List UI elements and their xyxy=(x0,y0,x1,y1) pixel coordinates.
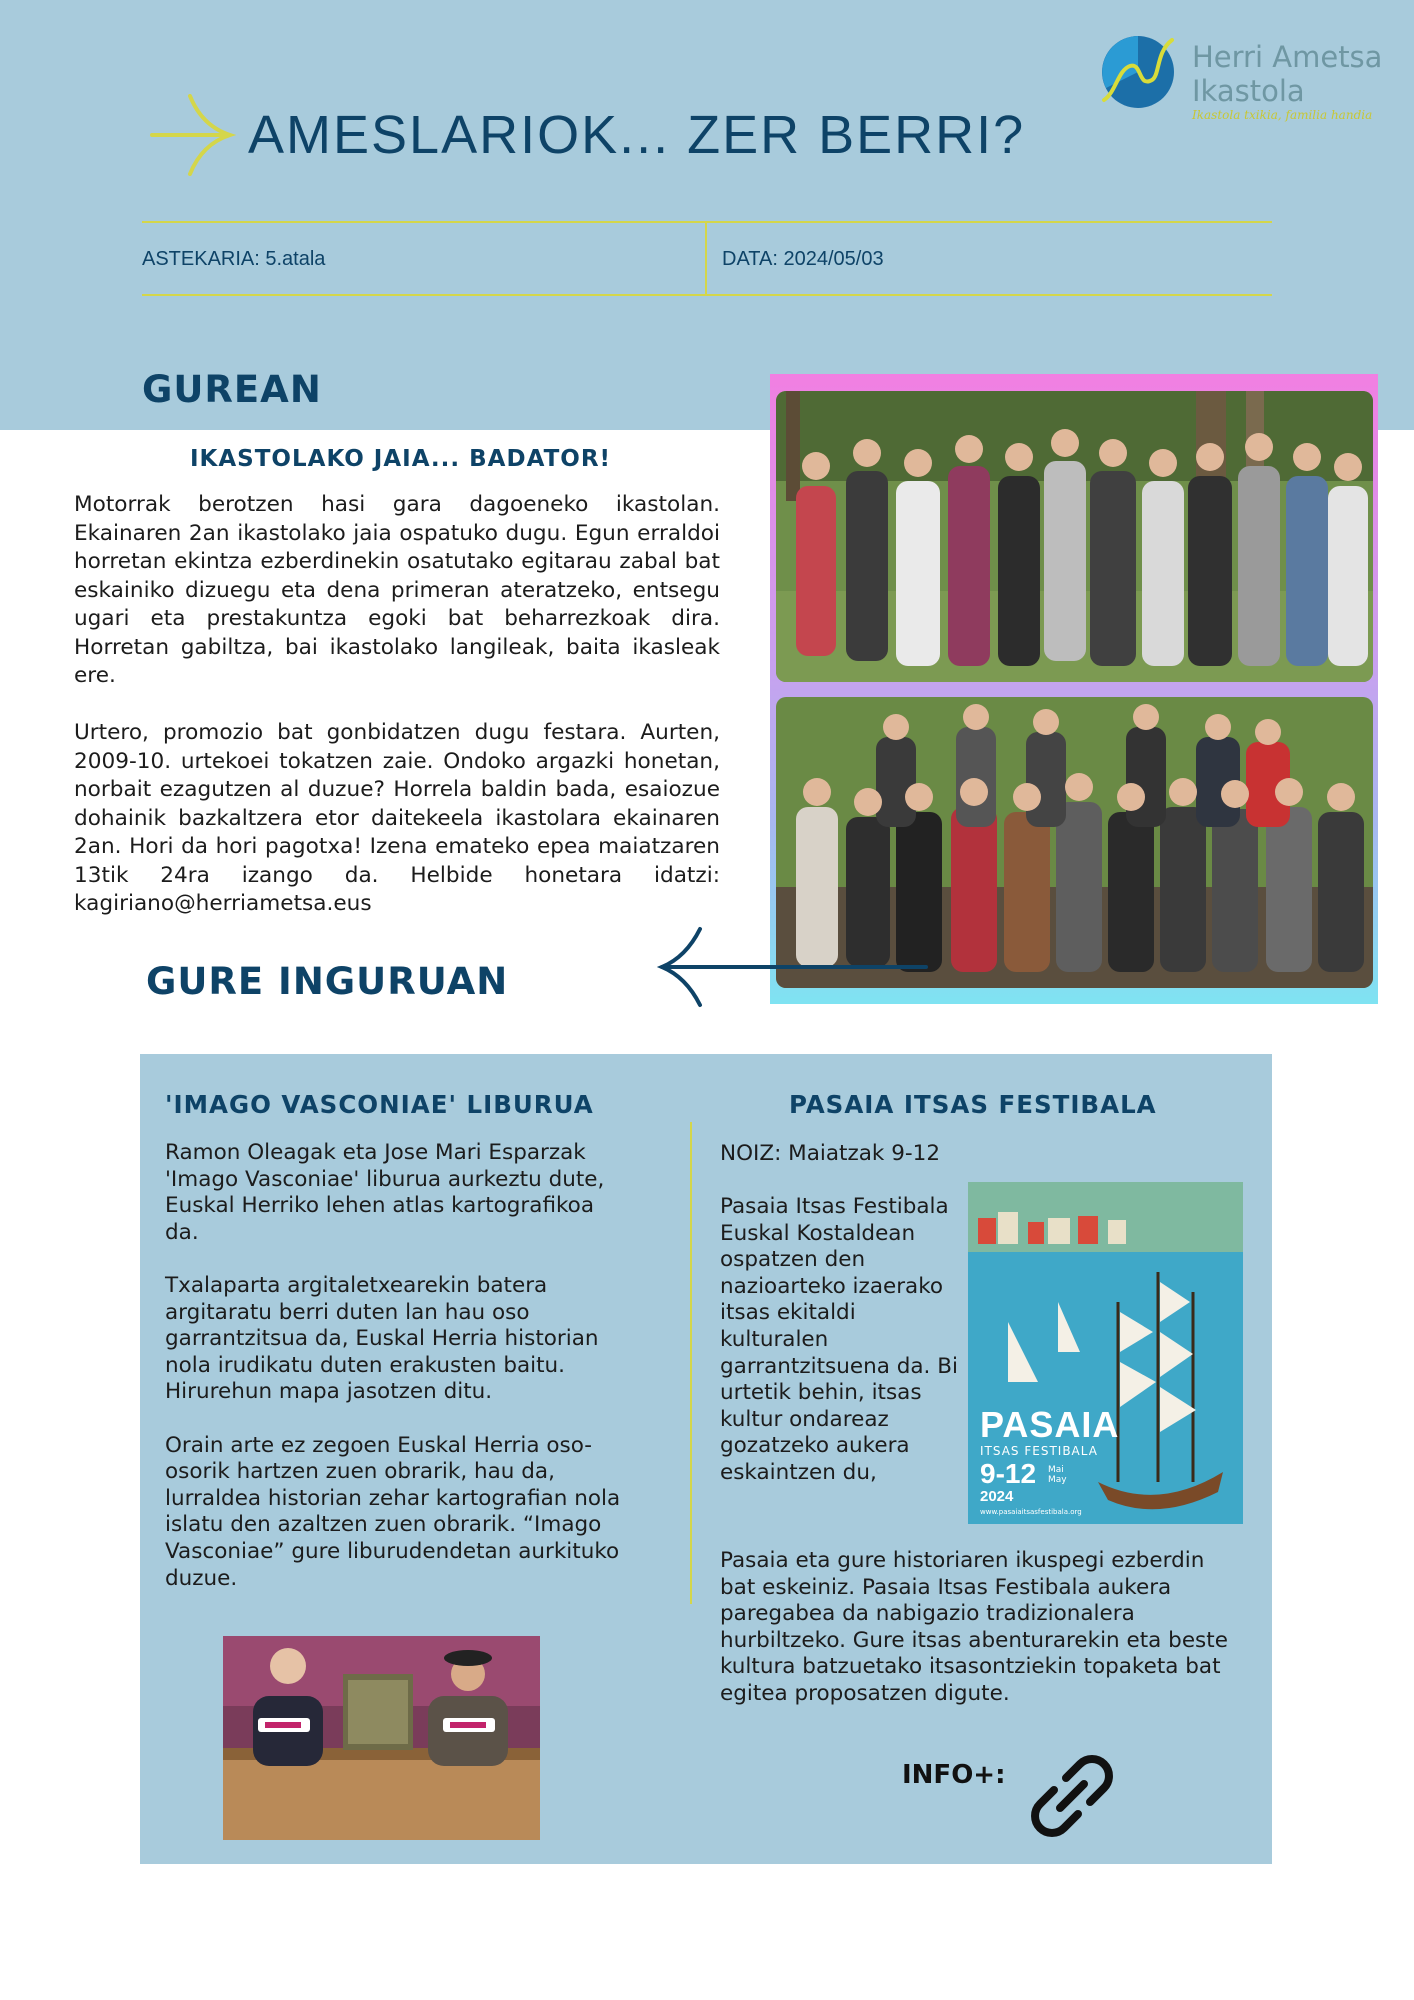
group-photo-top xyxy=(776,391,1373,682)
article-paragraph: Orain arte ez zegoen Euskal Herria oso-osorik hartzen zuen obrarik, hau da, lurraldea historian zehar kartografian nola islatu den azaltzen zuen obrarik. “Imago Vasconiae” gure liburudendetan aurkituko duzue. xyxy=(165,1432,621,1591)
article-heading-pasaia: PASAIA ITSAS FESTIBALA xyxy=(789,1090,1157,1119)
poster-year: 2024 xyxy=(980,1488,1014,1505)
article-body-imago xyxy=(165,1140,625,1619)
bottom-rule xyxy=(142,294,1272,296)
herri-ametsa-logo-icon xyxy=(1098,30,1178,110)
poster-dates: 9-12 xyxy=(980,1458,1037,1489)
section-heading-gure-inguruan: GURE INGURUAN xyxy=(146,960,509,1003)
top-rule xyxy=(142,221,1272,223)
poster-month: Mai May xyxy=(1048,1465,1067,1485)
chain-link-icon[interactable] xyxy=(1024,1748,1120,1844)
article-paragraph: Motorrak berotzen hasi gara dagoeneko ikastolan. Ekainaren 2an ikastolako jaia ospatuko dugu. Egun erraldoi horretan ekintza ezberdinekin osatutako egitarau zabal bat eskainiko dizuegu eta dena primeran ateratzeko, entsegu ugari eta prestakuntza egoki bat beharrezkoak dira. Horretan gabiltza, bai ikastolako langileak, baita ikasleak ere. xyxy=(74,492,720,688)
pasaia-festival-poster xyxy=(968,1182,1243,1524)
article-paragraph: Ramon Oleagak eta Jose Mari Esparzak 'Imago Vasconiae' liburua aurkeztu dute, Euskal Herriko lehen atlas kartografikoa da. xyxy=(165,1140,605,1245)
article-body-pasaia-1: Pasaia Itsas Festibala Euskal Kostaldean ospatzen den nazioarteko izaerako itsas ekitaldi kulturalen garrantzitsuena da. Bi urtetik behin, itsas kultur ondareaz gozatzeko aukera eskaintzen du, xyxy=(720,1194,958,1485)
logo-tagline: Ikastola txikia, familia handia xyxy=(1192,108,1373,122)
issue-date: DATA: 2024/05/03 xyxy=(722,248,884,270)
section-heading-gurean: GUREAN xyxy=(142,368,322,411)
logo-name-school: Ikastola xyxy=(1192,74,1305,108)
poster-brand: PASAIA xyxy=(980,1404,1120,1445)
article-paragraph: Txalaparta argitaletxearekin batera argitaratu berri duten lan hau oso garrantzitsua da, Euskal Herria historian nola irudikatu duten erakusten baitu. Hirurehun mapa jasotzen ditu. xyxy=(165,1272,599,1405)
article-body-pasaia-2: Pasaia eta gure historiaren ikuspegi ezberdin bat eskeiniz. Pasaia Itsas Festibala aukera paregabea da nabigazio tradizionalera hurbiltzeko. Gure itsas abenturarekin eta beste kultura batzuetako itsasontziekin topaketa bat egitea proposatzen digute. xyxy=(720,1548,1228,1706)
article-heading-imago: 'IMAGO VASCONIAE' LIBURUA xyxy=(165,1090,594,1119)
article-paragraph: Urtero, promozio bat gonbidatzen dugu festara. Aurten, 2009-10. urtekoei tokatzen zaie. Ondoko argazki honetan, norbait ezagutzen al duzue? Horrela baldin bada, esaiozue dohainik bazkaltzera etor daitekeela ikastolara ekainaren 2an. Hori da hori pagotxa! Izena emateko epea maiatzaren 13tik 24ra izango da. Helbide honetara idatzi: kagiriano@herriametsa.eus xyxy=(74,720,720,916)
article-heading-festival: IKASTOLAKO JAIA... BADATOR! xyxy=(190,446,612,472)
column-divider xyxy=(690,1122,692,1604)
logo-name: Herri Ametsa xyxy=(1192,40,1383,74)
info-label: INFO+: xyxy=(902,1760,1006,1790)
book-presentation-photo xyxy=(223,1636,540,1840)
event-dates: NOIZ: Maiatzak 9-12 xyxy=(720,1141,940,1166)
right-arrow-icon xyxy=(150,92,236,178)
article-body-festival xyxy=(74,491,720,947)
left-arrow-icon xyxy=(656,925,930,1009)
meta-divider xyxy=(705,221,707,296)
newsletter-title: AMESLARIOK... ZER BERRI? xyxy=(248,105,1026,165)
issue-number: ASTEKARIA: 5.atala xyxy=(142,248,326,270)
poster-subtitle: ITSAS FESTIBALA xyxy=(980,1444,1098,1458)
poster-url: www.pasaiaitsasfestibala.org xyxy=(980,1508,1082,1516)
